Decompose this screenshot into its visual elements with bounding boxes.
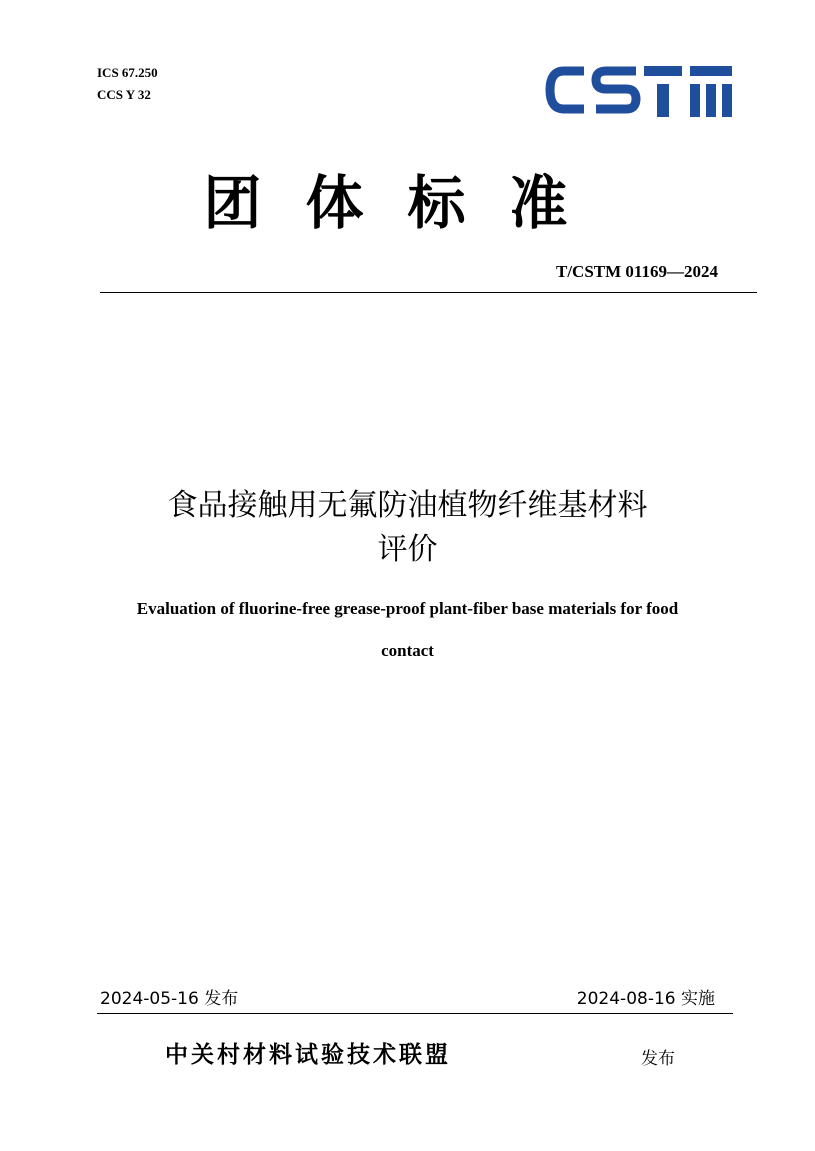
document-type-title: 团体标准 bbox=[203, 169, 612, 237]
chinese-title-line-2: 评价 bbox=[377, 532, 438, 567]
header-divider bbox=[100, 292, 757, 293]
logo-letter-t-bar bbox=[644, 66, 682, 76]
footer-divider bbox=[97, 1013, 733, 1014]
ics-code: ICS 67.250 bbox=[97, 65, 158, 80]
cstm-logo bbox=[544, 62, 734, 120]
implement-date: 2024-08-16 实施 bbox=[576, 989, 715, 1009]
english-title bbox=[60, 588, 755, 672]
issue-label: 发布 bbox=[641, 1049, 675, 1069]
standard-number: T/CSTM 01169—2024 bbox=[556, 262, 718, 281]
logo-letter-m bbox=[690, 66, 732, 117]
english-title-line-1: Evaluation of fluorine-free grease-proof plant-fiber base materials for food bbox=[136, 599, 679, 618]
chinese-title-line-1: 食品接触用无氟防油植物纤维基材料 bbox=[167, 488, 648, 523]
ccs-code: CCS Y 32 bbox=[97, 87, 151, 102]
english-title-line-2: contact bbox=[381, 641, 434, 660]
publish-date: 2024-05-16 发布 bbox=[100, 989, 239, 1009]
issuer-name: 中关村材料试验技术联盟 bbox=[165, 1042, 451, 1068]
logo-letter-c bbox=[550, 71, 584, 109]
chinese-title bbox=[80, 484, 735, 572]
classification-codes bbox=[97, 62, 158, 106]
logo-letter-t-stem bbox=[657, 84, 669, 117]
logo-letter-s bbox=[596, 71, 636, 109]
